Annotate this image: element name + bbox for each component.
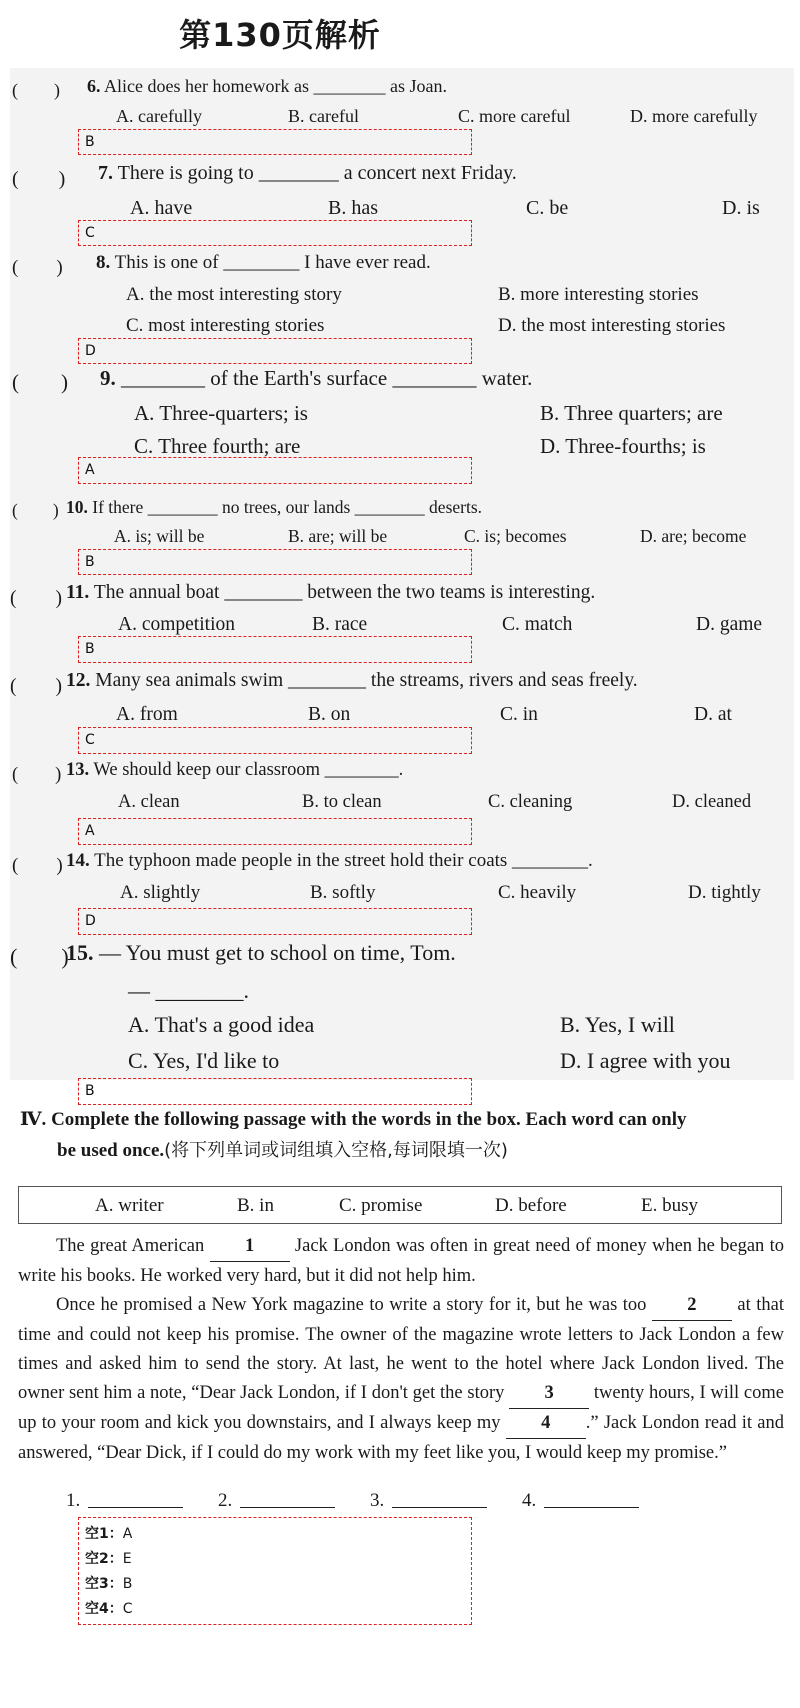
passage-blank: 4 xyxy=(506,1409,586,1439)
option: D. the most interesting stories xyxy=(498,315,726,336)
question-number: 13. xyxy=(66,760,90,780)
option: A. That's a good idea xyxy=(128,1012,315,1037)
question-number: 7. xyxy=(98,162,113,184)
answer-box: B xyxy=(78,636,472,663)
answer-paren: ( ) xyxy=(12,500,59,520)
passage-blank: 2 xyxy=(652,1291,732,1321)
option: B. more interesting stories xyxy=(498,284,699,305)
option: D. game xyxy=(696,614,763,635)
section-instruction-cn: (将下列单词或词组填入空格,每词限填一次) xyxy=(164,1140,508,1161)
option: B. careful xyxy=(288,106,359,126)
answer-row: 空4：C xyxy=(85,1601,133,1617)
answer-box: A xyxy=(78,457,472,484)
answer-box: B xyxy=(78,129,472,155)
option: A. is; will be xyxy=(114,526,205,546)
answer-paren: ( ) xyxy=(10,676,62,697)
answer-paren: ( ) xyxy=(10,588,62,609)
section-heading xyxy=(20,1104,790,1166)
answer-paren: ( ) xyxy=(10,944,69,969)
word-option: C. promise xyxy=(339,1195,423,1216)
option: A. carefully xyxy=(116,106,202,126)
option: B. has xyxy=(328,197,378,219)
answer-paren: ( ) xyxy=(12,80,60,100)
page-title: 第130页解析 xyxy=(179,16,381,54)
option: C. be xyxy=(526,197,569,219)
fill-blank-2: 2. xyxy=(218,1490,335,1512)
answer-paren: ( ) xyxy=(12,370,68,394)
option: D. at xyxy=(694,704,732,725)
answer-box-section4 xyxy=(78,1517,472,1625)
option: D. Three-fourths; is xyxy=(540,434,706,458)
word-box xyxy=(18,1186,782,1224)
option: C. in xyxy=(500,704,538,725)
option: D. cleaned xyxy=(672,792,752,812)
passage-paragraph: Once he promised a New York magazine to write a story for it, but he was too 2 at that time and could not keep his promise. The owner of the magazine wrote letters to Jack London a few times and asked him to send the story. At last, he went to the hotel where Jack London lived. The owner sent him a note, “Dear Jack London, if I don't get the story 3 twenty hours, I will come up to your room and kick you downstairs, and I always keep my 4 .” Jack London read it and answered, “Dear Dick, if I could do my work with my feet like you, I would keep my promise.” xyxy=(18,1291,784,1468)
option: B. Yes, I will xyxy=(560,1012,675,1037)
option: B. on xyxy=(308,704,351,725)
word-option: E. busy xyxy=(641,1195,698,1216)
section-numeral: Ⅳ. xyxy=(20,1109,47,1130)
option: B. Three quarters; are xyxy=(540,401,723,425)
answer-paren: ( ) xyxy=(12,257,63,278)
option: A. from xyxy=(116,704,178,725)
question-stem: There is going to ________ a concert next Friday. xyxy=(117,162,517,184)
question-stem: We should keep our classroom ________. xyxy=(93,760,404,780)
option: C. most interesting stories xyxy=(126,315,325,336)
option: C. cleaning xyxy=(488,792,573,812)
option: D. more carefully xyxy=(630,106,758,126)
fill-blank-4: 4. xyxy=(522,1490,639,1512)
option: A. slightly xyxy=(120,882,201,903)
option: B. to clean xyxy=(302,792,382,812)
option: D. I agree with you xyxy=(560,1048,731,1073)
question-stem: ________ of the Earth's surface ________ water. xyxy=(121,366,533,390)
passage-paragraph: The great American 1 Jack London was often in great need of money when he began to write his books. He worked very hard, but it did not help him. xyxy=(18,1232,784,1291)
word-option: A. writer xyxy=(95,1195,164,1216)
question-number: 6. xyxy=(87,76,101,96)
option: D. is xyxy=(722,197,760,219)
option: A. competition xyxy=(118,614,235,635)
section-instruction: Complete the following passage with the words in the box. Each word can only xyxy=(51,1109,687,1130)
question-stem: — You must get to school on time, Tom. xyxy=(99,940,456,965)
option: A. clean xyxy=(118,792,180,812)
answer-box: D xyxy=(78,908,472,935)
option: C. Three fourth; are xyxy=(134,434,301,458)
question-number: 15. xyxy=(66,940,94,965)
answer-box: D xyxy=(78,338,472,364)
question-number: 12. xyxy=(66,670,91,691)
question-number: 10. xyxy=(66,497,88,517)
word-option: B. in xyxy=(237,1195,274,1216)
option: A. have xyxy=(130,197,193,219)
question-number: 9. xyxy=(100,366,116,390)
answer-box: B xyxy=(78,549,472,575)
question-stem: Many sea animals swim ________ the streams, rivers and seas freely. xyxy=(95,670,638,691)
option: C. Yes, I'd like to xyxy=(128,1048,280,1073)
passage-blank: 3 xyxy=(509,1379,589,1409)
answer-row: 空1：A xyxy=(85,1526,133,1542)
word-option: D. before xyxy=(495,1195,567,1216)
option: C. match xyxy=(502,614,573,635)
answer-row: 空3：B xyxy=(85,1576,133,1592)
answer-box: A xyxy=(78,818,472,845)
option: A. Three-quarters; is xyxy=(134,401,308,425)
option: D. are; become xyxy=(640,526,747,546)
passage-blank: 1 xyxy=(210,1232,290,1262)
answer-paren: ( ) xyxy=(12,168,66,190)
question-reply: — ________. xyxy=(128,978,249,1003)
section-instruction-cont: be used once. xyxy=(57,1140,165,1161)
question-stem: Alice does her homework as ________ as Joan. xyxy=(104,76,447,96)
answer-box: B xyxy=(78,1078,472,1105)
option: C. more careful xyxy=(458,106,571,126)
option: C. heavily xyxy=(498,882,577,903)
question-number: 11. xyxy=(66,582,90,603)
answer-box: C xyxy=(78,220,472,246)
fill-blank-3: 3. xyxy=(370,1490,487,1512)
question-number: 8. xyxy=(96,252,111,273)
answer-box: C xyxy=(78,727,472,754)
question-stem: If there ________ no trees, our lands ________ deserts. xyxy=(92,497,483,517)
option: B. race xyxy=(312,614,368,635)
question-stem: The annual boat ________ between the two teams is interesting. xyxy=(93,582,596,603)
answer-row: 空2：E xyxy=(85,1551,132,1567)
answer-paren: ( ) xyxy=(12,855,63,876)
answer-paren: ( ) xyxy=(12,765,62,785)
passage xyxy=(18,1232,784,1468)
fill-blank-1: 1. xyxy=(66,1490,183,1512)
question-stem: This is one of ________ I have ever read. xyxy=(114,252,431,273)
option: D. tightly xyxy=(688,882,761,903)
option: B. are; will be xyxy=(288,526,388,546)
question-stem: The typhoon made people in the street hold their coats ________. xyxy=(94,850,593,871)
option: B. softly xyxy=(310,882,376,903)
question-number: 14. xyxy=(66,850,90,871)
option: A. the most interesting story xyxy=(126,284,342,305)
option: C. is; becomes xyxy=(464,526,567,546)
